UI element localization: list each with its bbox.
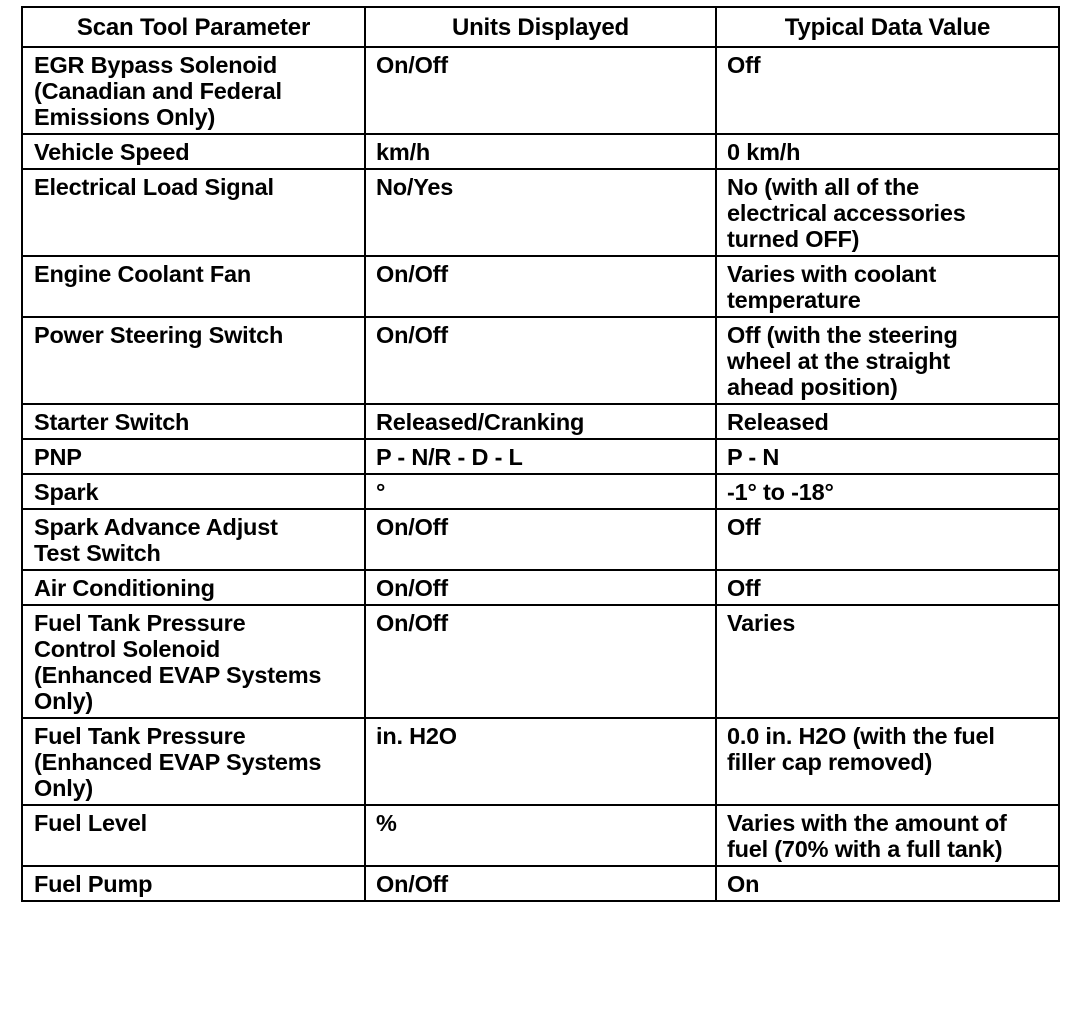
table-row [22, 474, 1059, 509]
cell-value [716, 474, 1059, 509]
cell-line: Varies with coolant [727, 261, 937, 287]
cell-line: Spark [34, 479, 99, 505]
cell-line: On [727, 871, 760, 897]
cell-units [365, 509, 716, 570]
cell-line: On/Off [376, 575, 448, 601]
cell-units [365, 256, 716, 317]
cell-units [365, 570, 716, 605]
cell-line: wheel at the straight [727, 348, 951, 374]
cell-line: ° [376, 479, 386, 505]
cell-value [716, 134, 1059, 169]
cell-line: Engine Coolant Fan [34, 261, 252, 287]
cell-parameter [22, 570, 365, 605]
cell-line: On/Off [376, 610, 448, 636]
cell-units [365, 134, 716, 169]
table-row [22, 718, 1059, 805]
cell-value [716, 605, 1059, 718]
table-row [22, 134, 1059, 169]
cell-line: No (with all of the [727, 174, 920, 200]
cell-parameter [22, 509, 365, 570]
cell-parameter [22, 866, 365, 901]
cell-line: Fuel Tank Pressure [34, 723, 246, 749]
cell-line: Vehicle Speed [34, 139, 190, 165]
cell-units [365, 169, 716, 256]
cell-parameter [22, 605, 365, 718]
cell-line: No/Yes [376, 174, 454, 200]
cell-line: Varies with the amount of [727, 810, 1007, 836]
cell-value [716, 47, 1059, 134]
cell-parameter [22, 404, 365, 439]
cell-units [365, 718, 716, 805]
cell-line: On/Off [376, 261, 448, 287]
cell-parameter [22, 439, 365, 474]
table-row [22, 509, 1059, 570]
table-row [22, 256, 1059, 317]
header-typical-data-value: Typical Data Value [716, 7, 1059, 47]
cell-line: Off (with the steering [727, 322, 958, 348]
cell-line: Spark Advance Adjust [34, 514, 278, 540]
cell-line: Off [727, 514, 761, 540]
cell-value [716, 404, 1059, 439]
cell-line: (Enhanced EVAP Systems [34, 749, 322, 775]
table-row [22, 439, 1059, 474]
cell-line: PNP [34, 444, 82, 470]
cell-parameter [22, 47, 365, 134]
table-row [22, 605, 1059, 718]
table-row [22, 317, 1059, 404]
cell-line: km/h [376, 139, 431, 165]
cell-line: Varies [727, 610, 796, 636]
cell-line: Electrical Load Signal [34, 174, 274, 200]
header-units-displayed: Units Displayed [365, 7, 716, 47]
cell-line: 0 km/h [727, 139, 801, 165]
cell-line: turned OFF) [727, 226, 860, 252]
cell-value [716, 439, 1059, 474]
cell-value [716, 509, 1059, 570]
table-row [22, 47, 1059, 134]
cell-units [365, 866, 716, 901]
cell-value [716, 718, 1059, 805]
table-row [22, 570, 1059, 605]
cell-line: Off [727, 52, 761, 78]
cell-line: filler cap removed) [727, 749, 933, 775]
table-row [22, 404, 1059, 439]
cell-units [365, 805, 716, 866]
cell-line: Released/Cranking [376, 409, 585, 435]
cell-line: (Enhanced EVAP Systems [34, 662, 322, 688]
cell-line: in. H2O [376, 723, 457, 749]
cell-units [365, 47, 716, 134]
scan-tool-data-table-wrapper [21, 6, 1058, 902]
cell-line: Only) [34, 775, 94, 801]
cell-line: Off [727, 575, 761, 601]
cell-value [716, 256, 1059, 317]
cell-units [365, 605, 716, 718]
cell-parameter [22, 474, 365, 509]
scan-tool-data-table [21, 6, 1060, 902]
cell-value [716, 805, 1059, 866]
table-row [22, 805, 1059, 866]
cell-line: temperature [727, 287, 861, 313]
cell-value [716, 570, 1059, 605]
cell-value [716, 866, 1059, 901]
cell-line: 0.0 in. H2O (with the fuel [727, 723, 995, 749]
cell-value [716, 169, 1059, 256]
cell-line: On/Off [376, 871, 448, 897]
cell-parameter [22, 134, 365, 169]
cell-line: On/Off [376, 322, 448, 348]
header-scan-tool-parameter: Scan Tool Parameter [22, 7, 365, 47]
cell-line: Fuel Pump [34, 871, 153, 897]
table-row [22, 169, 1059, 256]
cell-parameter [22, 805, 365, 866]
cell-line: fuel (70% with a full tank) [727, 836, 1003, 862]
cell-line: On/Off [376, 514, 448, 540]
cell-parameter [22, 718, 365, 805]
cell-line: ahead position) [727, 374, 898, 400]
cell-line: Control Solenoid [34, 636, 221, 662]
table-body [22, 47, 1059, 901]
cell-units [365, 404, 716, 439]
cell-line: electrical accessories [727, 200, 966, 226]
cell-parameter [22, 169, 365, 256]
cell-line: Fuel Level [34, 810, 147, 836]
cell-line: Fuel Tank Pressure [34, 610, 246, 636]
cell-line: Starter Switch [34, 409, 190, 435]
cell-parameter [22, 256, 365, 317]
cell-line: Test Switch [34, 540, 161, 566]
cell-line: Released [727, 409, 829, 435]
cell-line: Only) [34, 688, 94, 714]
cell-line: P - N [727, 444, 780, 470]
cell-units [365, 439, 716, 474]
cell-line: -1° to -18° [727, 479, 834, 505]
cell-line: (Canadian and Federal [34, 78, 282, 104]
cell-line: Power Steering Switch [34, 322, 284, 348]
cell-line: P - N/R - D - L [376, 444, 523, 470]
cell-units [365, 317, 716, 404]
table-row [22, 866, 1059, 901]
cell-parameter [22, 317, 365, 404]
cell-line: % [376, 810, 397, 836]
cell-line: Emissions Only) [34, 104, 216, 130]
cell-line: EGR Bypass Solenoid [34, 52, 278, 78]
cell-line: On/Off [376, 52, 448, 78]
table-header-row [22, 7, 1059, 47]
cell-value [716, 317, 1059, 404]
cell-units [365, 474, 716, 509]
cell-line: Air Conditioning [34, 575, 215, 601]
